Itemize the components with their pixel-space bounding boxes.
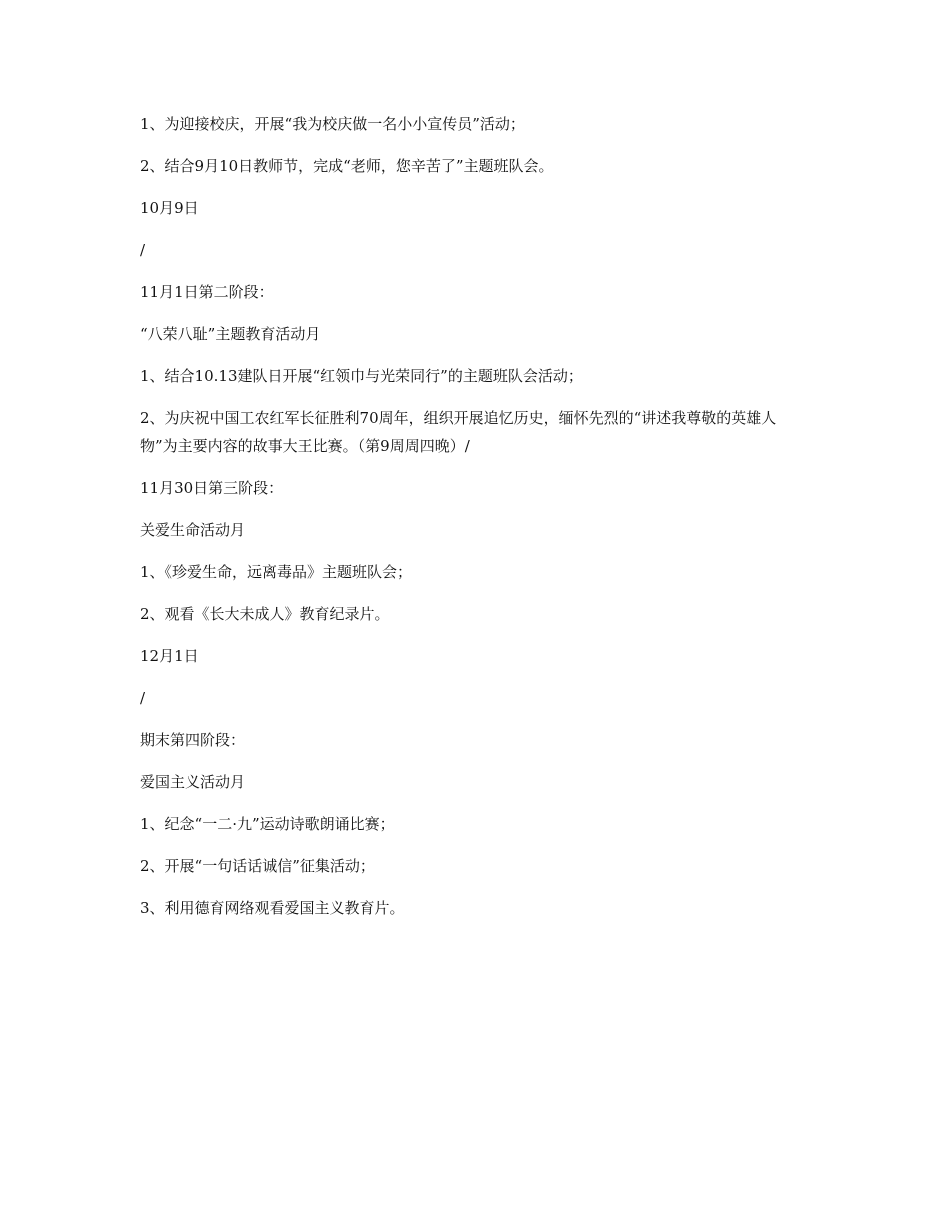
paragraph-activity-poetry: 1、纪念“一二·九”运动诗歌朗诵比赛； [140, 815, 395, 833]
paragraph-activity-documentary: 2、观看《长大未成人》教育纪录片。 [140, 605, 390, 623]
paragraph-stage-two-heading: 11月1日第二阶段： [140, 283, 274, 301]
paragraph-stage-four-theme: 爱国主义活动月 [140, 773, 246, 791]
paragraph-date-dec-1: 12月1日 [140, 647, 199, 665]
paragraph-activity-integrity: 2、开展“一句话话诚信”征集活动； [140, 857, 375, 875]
paragraph-separator: / [140, 241, 146, 259]
paragraph-stage-two-theme: “八荣八耻”主题教育活动月 [140, 325, 321, 343]
paragraph-activity-storytelling: 2、为庆祝中国工农红军长征胜利70周年，组织开展追忆历史，缅怀先烈的“讲述我尊敬的英雄人物”为主要内容的故事大王比赛。（第9周周四晚）/ [140, 409, 777, 455]
paragraph-activity-patriotic-film: 3、利用德育网络观看爱国主义教育片。 [140, 899, 405, 917]
paragraph-activity-founding-day: 1、结合10.13建队日开展“红领巾与光荣同行”的主题班队会活动； [140, 367, 583, 385]
paragraph-stage-three-theme: 关爱生命活动月 [140, 521, 246, 539]
paragraph-activity-school-anniversary: 1、为迎接校庆，开展“我为校庆做一名小小宣传员”活动； [140, 115, 525, 133]
document-body [140, 110, 810, 936]
paragraph-activity-teachers-day: 2、结合9月10日教师节，完成“老师，您辛苦了”主题班队会。 [140, 157, 554, 175]
paragraph-activity-anti-drug: 1、《珍爱生命，远离毒品》主题班队会； [140, 563, 413, 581]
paragraph-separator: / [140, 689, 146, 707]
paragraph-stage-three-heading: 11月30日第三阶段： [140, 479, 284, 497]
paragraph-stage-four-heading: 期末第四阶段： [140, 731, 246, 749]
paragraph-date-oct-9: 10月9日 [140, 199, 199, 217]
